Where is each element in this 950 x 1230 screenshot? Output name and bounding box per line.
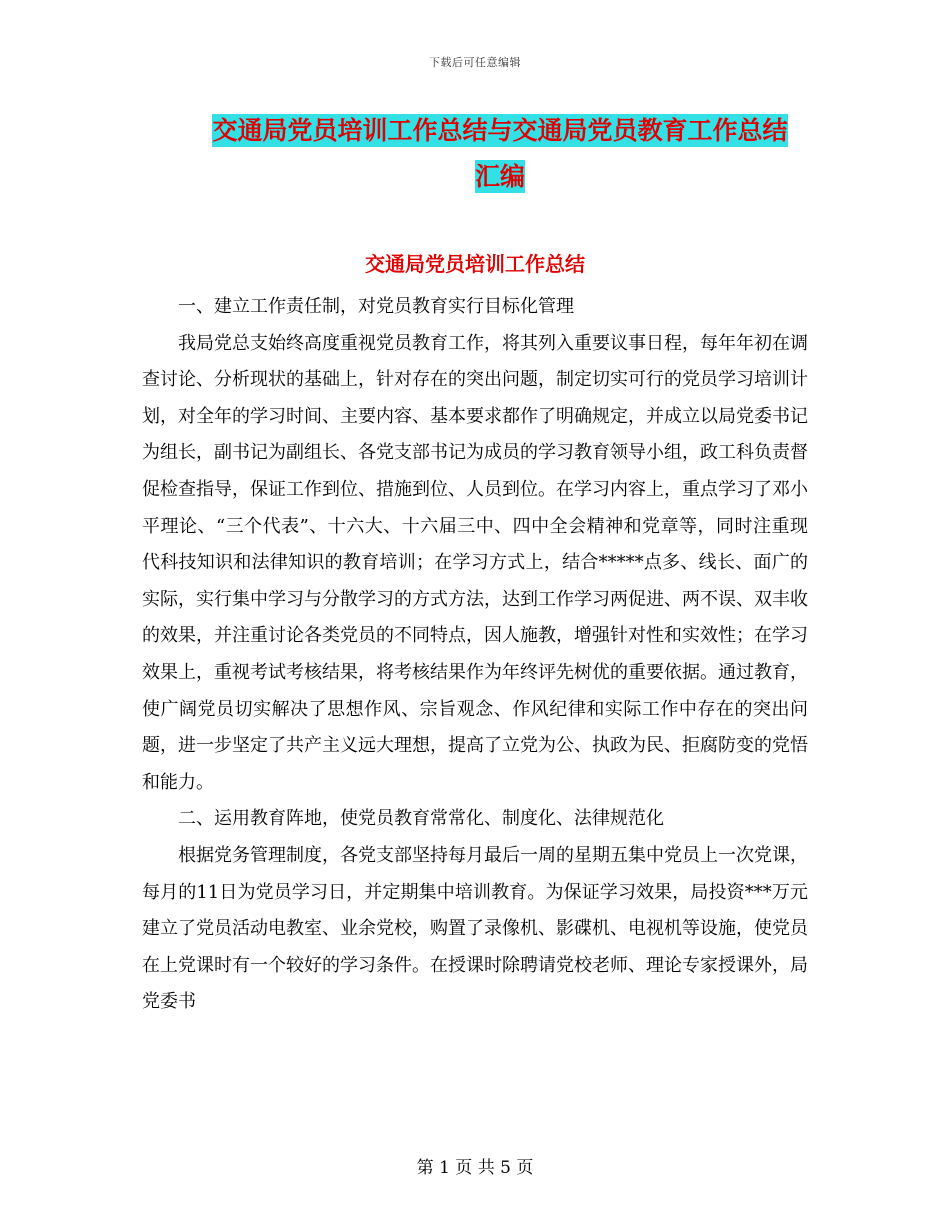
paragraph-heading-1: 一、建立工作责任制，对党员教育实行目标化管理 xyxy=(178,296,574,317)
header-note: 下载后可任意编辑 xyxy=(429,56,521,69)
document-title xyxy=(185,108,815,200)
document-title-line-1: 交通局党员培训工作总结与交通局党员教育工作总结 xyxy=(212,116,788,145)
document-title-line-2: 汇编 xyxy=(474,162,525,191)
paragraph: 根据党务管理制度，各党支部坚持每月最后一周的星期五集中党员上一次党课，每月的11日为党员学习日，并定期集中培训教育。为保证学习效果，局投资***万元建立了党员活动电教室、业余党校，购置了录像机、影碟机、电视机等设施，使党员在上党课时有一个较好的学习条件。在授课时除聘请党校老师、理论专家授课外，局党委书 xyxy=(142,844,808,1013)
section-title: 交通局党员培训工作总结 xyxy=(365,252,585,276)
paragraph-heading-2: 二、运用教育阵地，使党员教育常常化、制度化、法律规范化 xyxy=(178,808,664,830)
page-number-footer: 第 1 页 共 5 页 xyxy=(416,1158,534,1178)
paragraph: 我局党总支始终高度重视党员教育工作，将其列入重要议事日程，每年年初在调查讨论、分析现状的基础上，针对存在的突出问题，制定切实可行的党员学习培训计划，对全年的学习时间、主要内容、基本要求都作了明确规定，并成立以局党委书记为组长，副书记为副组长、各党支部书记为成员的学习教育领导小组，政工科负责督促检查指导，保证工作到位、措施到位、人员到位。在学习内容上，重点学习了邓小平理论、“三个代表”、十六大、十六届三中、四中全会精神和党章等，同时注重现代科技知识和法律知识的教育培训；在学习方式上，结合*****点多、线长、面广的实际，实行集中学习与分散学习的方式方法，达到工作学习两促进、两不误、双丰收的效果，并注重讨论各类党员的不同特点，因人施教，增强针对性和实效性；在学习效果上，重视考试考核结果，将考核结果作为年终评先树优的重要依据。通过教育，使广阔党员切实解决了思想作风、宗旨观念、作风纪律和实际工作中存在的突出问题，进一步坚定了共产主义远大理想，提高了立党为公、执政为民、拒腐防变的党悟和能力。 xyxy=(142,332,808,793)
body-text xyxy=(142,289,808,1021)
